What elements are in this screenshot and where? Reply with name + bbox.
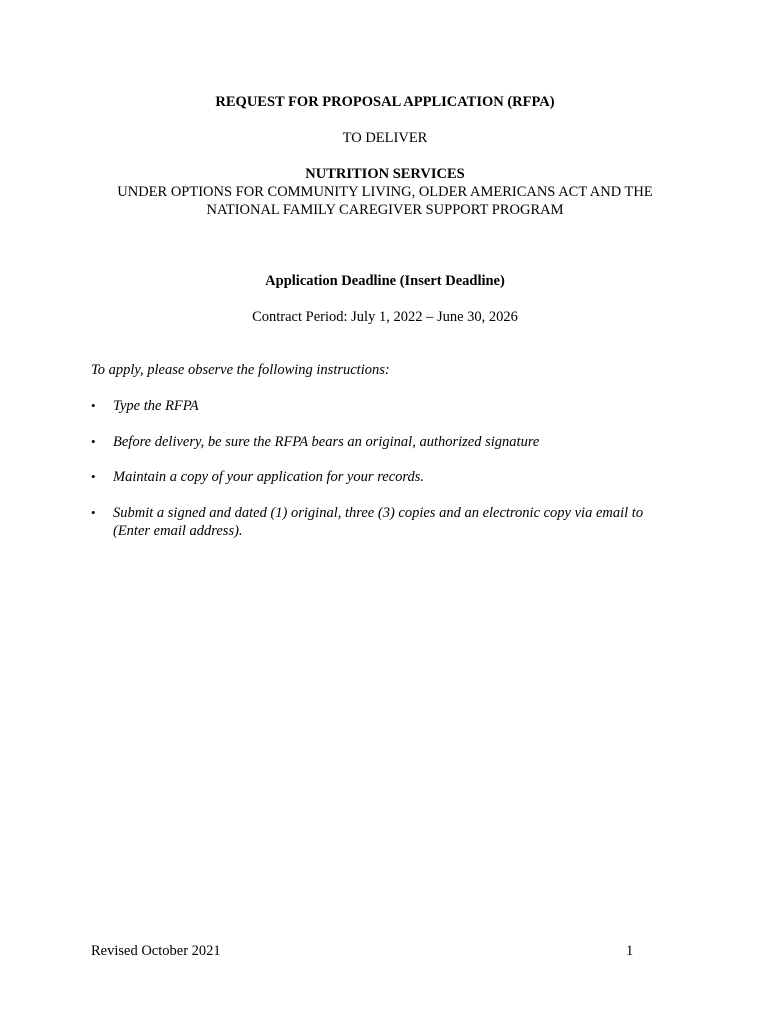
instruction-text: Before delivery, be sure the RFPA bears an original, authorized signature <box>113 434 540 450</box>
bullet-icon: • <box>91 505 96 520</box>
program-line-2: NATIONAL FAMILY CAREGIVER SUPPORT PROGRAM <box>206 202 564 218</box>
document-title: REQUEST FOR PROPOSAL APPLICATION (RFPA) <box>215 94 555 110</box>
bullet-icon: • <box>91 469 96 484</box>
bullet-icon: • <box>91 398 96 413</box>
instruction-text: Submit a signed and dated (1) original, three (3) copies and an electronic copy via email to (Enter email address). <box>113 505 644 539</box>
page-number: 1 <box>626 943 634 959</box>
instruction-text: Maintain a copy of your application for your records. <box>113 469 425 485</box>
contract-period: Contract Period: July 1, 2022 – June 30, 2026 <box>252 309 518 325</box>
document-subtitle: TO DELIVER <box>342 130 428 146</box>
bullet-icon: • <box>91 434 96 449</box>
instructions-intro: To apply, please observe the following instructions: <box>91 362 390 378</box>
program-line-1: UNDER OPTIONS FOR COMMUNITY LIVING, OLDER AMERICANS ACT AND THE <box>117 184 653 200</box>
service-heading: NUTRITION SERVICES <box>305 166 465 182</box>
instruction-text: Type the RFPA <box>113 398 199 414</box>
revision-date: Revised October 2021 <box>91 943 221 959</box>
application-deadline: Application Deadline (Insert Deadline) <box>265 273 505 289</box>
